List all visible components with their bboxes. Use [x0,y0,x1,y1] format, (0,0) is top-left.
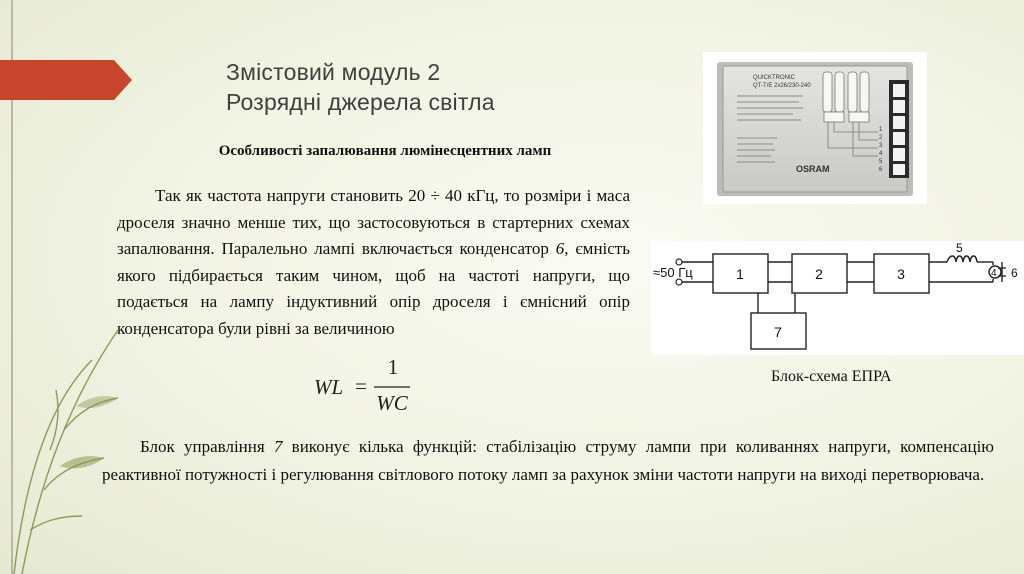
ballast-illustration [703,52,927,204]
formula-numerator: 1 [387,355,399,379]
section-heading: Особливості запалювання люмінесцентних ламп [218,143,552,159]
diagram-caption: Блок-схема ЕПРА [771,368,892,385]
paragraph-2-text-a: Блок управління [140,437,274,456]
title-line-2: Розрядні джерела світла [226,89,495,115]
ballast-brand-top: QUICKTRONIC [753,75,795,81]
terminal-label: 5 [879,159,883,165]
paragraph-1 [117,183,630,342]
leaf-fill [60,456,104,468]
paragraph-2 [102,433,994,489]
block-2-label: 2 [815,266,823,282]
block-diagram [651,241,1024,355]
paragraph-2-ref-7: 7 [273,437,283,456]
formula-lhs: WL [314,375,344,399]
terminal-label: 6 [879,167,883,173]
lamp-label: 4 [991,268,997,279]
inductor-coil [947,256,977,262]
paragraph-1-text-b: , ємність якого підбирається таким чином, щоб на частоті напруги, що подається на лампу індуктивний опір дроселя і ємнісний опір конденсатора були рівні за величиною [117,239,630,338]
capacitor-label: 6 [1011,266,1018,280]
ballast-photo [703,52,927,204]
title-line-1: Змістовий модуль 2 [226,59,441,85]
terminal-label: 4 [879,151,883,157]
block-3-label: 3 [897,266,905,282]
block-diagram-svg [651,241,1024,355]
block-7-label: 7 [774,324,782,340]
block-1-label: 1 [736,266,744,282]
formula-denominator: WC [376,391,408,415]
slide-title [226,57,646,117]
terminal-label: 3 [879,143,883,149]
input-frequency-label: ≈50 Гц [653,265,693,280]
red-arrow-tab [0,60,132,100]
terminal-label: 1 [879,127,883,133]
paragraph-1-text-a: Так як частота напруги становить 20 ÷ 40 кГц, то розміри і маса дроселя значно менше тих, що застосовуються в стартерних схемах запалювання. Паралельно лампі включається конденсатор [117,186,630,258]
inductor-label: 5 [956,241,963,255]
leaf-fill [76,396,118,408]
ballast-brand: OSRAM [796,164,830,174]
ballast-model: QT-T/E 2x26/230-240 [753,83,811,89]
formula-equals: = [355,374,367,398]
terminal-label: 2 [879,135,883,141]
paragraph-1-ref-6: 6 [555,239,565,258]
formula [310,352,420,420]
paragraph-2-text-b: виконує кілька функцій: стабілізацію струму лампи при коливаннях напруги, компенсацію реактивної потужності і регулювання світлового потоку ламп за рахунок зміни частоти напруги на виході перетворювача. [102,437,994,484]
